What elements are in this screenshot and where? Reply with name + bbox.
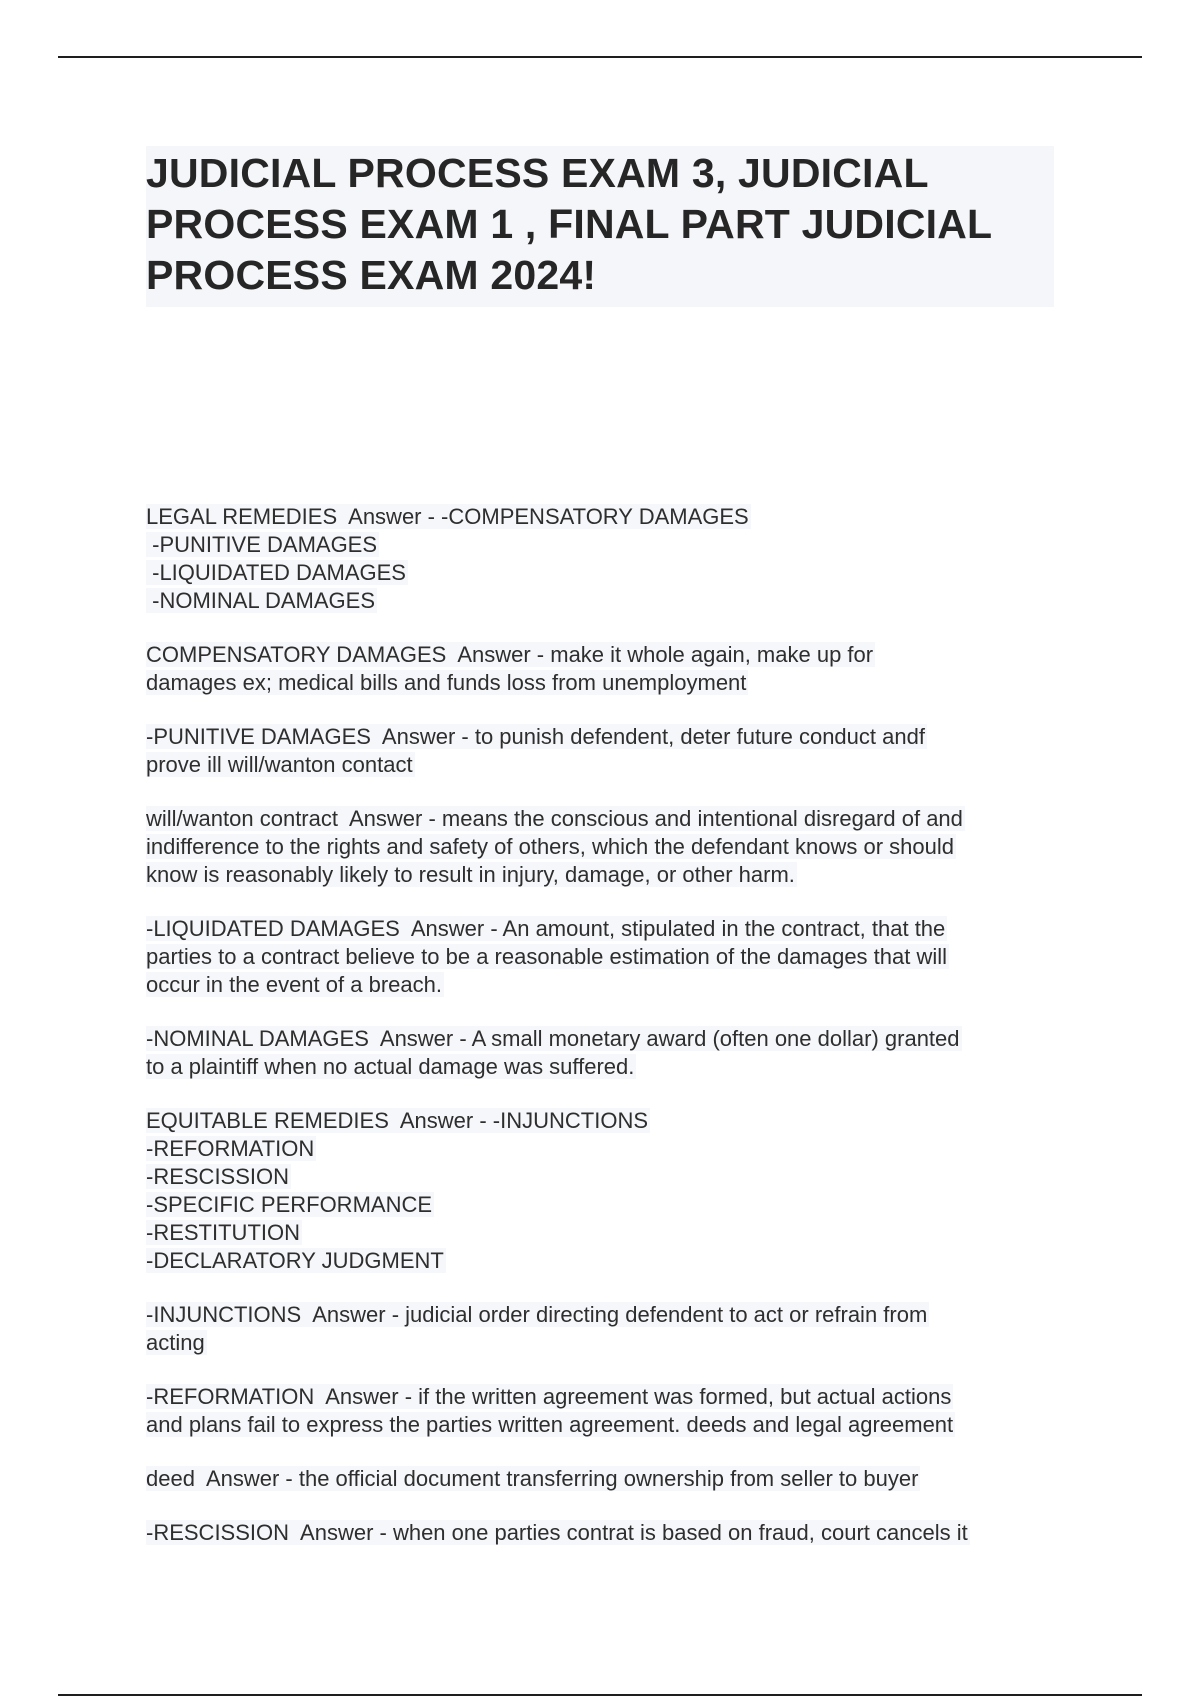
qa-entry [146, 1025, 1054, 1081]
qa-line: -INJUNCTIONS Answer - judicial order directing defendent to act or refrain from [146, 1302, 928, 1327]
qa-line: to a plaintiff when no actual damage was suffered. [146, 1054, 635, 1079]
qa-line: parties to a contract believe to be a reasonable estimation of the damages that will [146, 944, 948, 969]
bottom-rule [58, 1694, 1142, 1696]
qa-line-wrap [146, 1519, 1054, 1547]
qa-line: -PUNITIVE DAMAGES [146, 532, 378, 557]
qa-line: EQUITABLE REMEDIES Answer - -INJUNCTIONS [146, 1108, 649, 1133]
qa-line: -RESCISSION Answer - when one parties contrat is based on fraud, court cancels it [146, 1520, 968, 1545]
qa-line: -REFORMATION [146, 1136, 315, 1161]
qa-line-wrap [146, 587, 1054, 615]
title-block [146, 146, 1054, 307]
qa-entry [146, 1465, 1054, 1493]
qa-line-wrap [146, 1025, 1054, 1053]
qa-line-wrap [146, 1219, 1054, 1247]
document-body [146, 146, 1054, 1573]
qa-line: prove ill will/wanton contact [146, 752, 413, 777]
qa-line-wrap [146, 861, 1054, 889]
qa-line: -NOMINAL DAMAGES [146, 588, 375, 613]
qa-line: LEGAL REMEDIES Answer - -COMPENSATORY DAMAGES [146, 504, 749, 529]
qa-line-wrap [146, 669, 1054, 697]
qa-entry [146, 805, 1054, 889]
qa-entry [146, 1301, 1054, 1357]
qa-list [146, 503, 1054, 1547]
qa-line-wrap [146, 1247, 1054, 1275]
qa-line-wrap [146, 751, 1054, 779]
qa-line-wrap [146, 531, 1054, 559]
qa-line: know is reasonably likely to result in injury, damage, or other harm. [146, 862, 795, 887]
qa-line: deed Answer - the official document transferring ownership from seller to buyer [146, 1466, 919, 1491]
qa-line: damages ex; medical bills and funds loss from unemployment [146, 670, 747, 695]
qa-line-wrap [146, 915, 1054, 943]
qa-entry [146, 1107, 1054, 1275]
qa-line-wrap [146, 833, 1054, 861]
qa-line: -LIQUIDATED DAMAGES Answer - An amount, stipulated in the contract, that the [146, 916, 946, 941]
qa-line: -PUNITIVE DAMAGES Answer - to punish defendent, deter future conduct andf [146, 724, 925, 749]
qa-line-wrap [146, 943, 1054, 971]
qa-line: indifference to the rights and safety of others, which the defendant knows or should [146, 834, 954, 859]
qa-line: will/wanton contract Answer - means the conscious and intentional disregard of and [146, 806, 963, 831]
qa-line-wrap [146, 1107, 1054, 1135]
qa-entry [146, 1519, 1054, 1547]
document-title [146, 148, 1050, 301]
qa-line-wrap [146, 1465, 1054, 1493]
qa-line: -NOMINAL DAMAGES Answer - A small monetary award (often one dollar) granted [146, 1026, 960, 1051]
qa-line-wrap [146, 1163, 1054, 1191]
qa-line: -LIQUIDATED DAMAGES [146, 560, 406, 585]
qa-line-wrap [146, 723, 1054, 751]
qa-line-wrap [146, 1383, 1054, 1411]
qa-entry [146, 641, 1054, 697]
qa-line: -RESTITUTION [146, 1220, 300, 1245]
qa-line-wrap [146, 641, 1054, 669]
qa-entry [146, 723, 1054, 779]
qa-line-wrap [146, 805, 1054, 833]
qa-line: and plans fail to express the parties written agreement. deeds and legal agreement [146, 1412, 954, 1437]
qa-entry [146, 915, 1054, 999]
qa-line: acting [146, 1330, 205, 1355]
title-line: JUDICIAL PROCESS EXAM 3, JUDICIAL [146, 150, 929, 196]
qa-line-wrap [146, 1053, 1054, 1081]
qa-line-wrap [146, 559, 1054, 587]
qa-line-wrap [146, 1329, 1054, 1357]
qa-line: -REFORMATION Answer - if the written agreement was formed, but actual actions [146, 1384, 952, 1409]
qa-line-wrap [146, 503, 1054, 531]
title-line: PROCESS EXAM 1 , FINAL PART JUDICIAL [146, 201, 993, 247]
qa-line: COMPENSATORY DAMAGES Answer - make it whole again, make up for [146, 642, 874, 667]
qa-line-wrap [146, 971, 1054, 999]
top-rule [58, 56, 1142, 58]
qa-entry [146, 1383, 1054, 1439]
qa-line: -DECLARATORY JUDGMENT [146, 1248, 444, 1273]
qa-line-wrap [146, 1191, 1054, 1219]
qa-line-wrap [146, 1411, 1054, 1439]
qa-line: occur in the event of a breach. [146, 972, 442, 997]
qa-line: -SPECIFIC PERFORMANCE [146, 1192, 433, 1217]
qa-line-wrap [146, 1135, 1054, 1163]
qa-line-wrap [146, 1301, 1054, 1329]
title-line: PROCESS EXAM 2024! [146, 252, 597, 298]
qa-entry [146, 503, 1054, 615]
qa-line: -RESCISSION [146, 1164, 290, 1189]
